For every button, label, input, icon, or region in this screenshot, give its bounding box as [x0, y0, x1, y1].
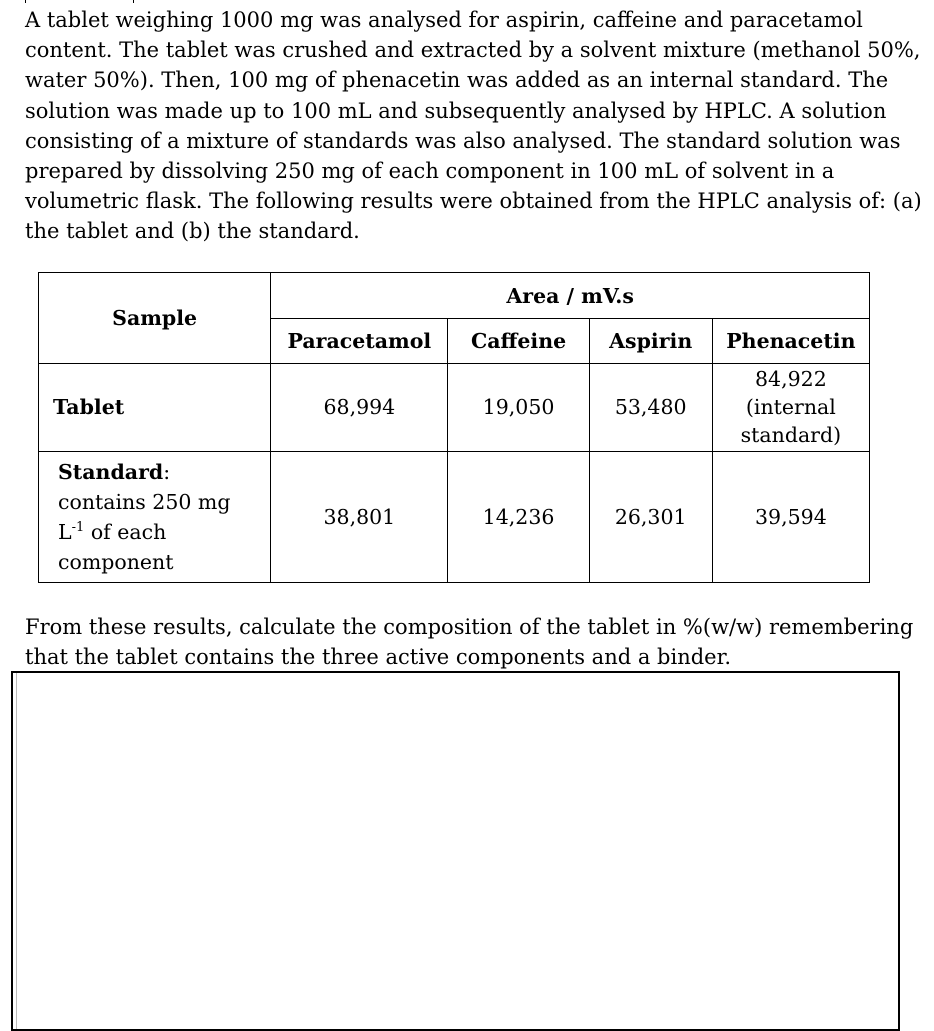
bracket-tick-left [25, 0, 26, 3]
phenacetin-note: standard) [740, 423, 842, 448]
area-header: Area / mV.s [271, 273, 870, 319]
intro-line: consisting of a mixture of standards was also analysed. The standard solution was [25, 128, 901, 153]
phenacetin-note: (internal [745, 395, 836, 420]
column-header-phenacetin: Phenacetin [712, 319, 869, 363]
intro-line: solution was made up to 100 mL and subsequently analysed by HPLC. A solution [25, 98, 887, 123]
cell-tablet-paracetamol: 68,994 [271, 363, 448, 451]
standard-title: Standard [58, 459, 164, 484]
table-row-standard [39, 451, 870, 582]
intro-line: content. The tablet was crushed and extracted by a solvent mixture (methanol 50%, [25, 38, 921, 63]
cell-standard-caffeine: 14,236 [448, 451, 589, 582]
standard-component: component [58, 549, 174, 574]
row-label-tablet: Tablet [39, 363, 271, 451]
intro-line: volumetric flask. The following results were obtained from the HPLC analysis of: (a) [25, 189, 922, 214]
intro-line: prepared by dissolving 250 mg of each component in 100 mL of solvent in a [25, 159, 835, 184]
cell-tablet-phenacetin [712, 363, 869, 451]
problem-statement [25, 5, 922, 247]
cell-standard-paracetamol: 38,801 [271, 451, 448, 582]
phenacetin-value: 84,922 [755, 367, 827, 392]
question-text [25, 612, 915, 672]
cell-tablet-aspirin: 53,480 [589, 363, 712, 451]
row-label-standard [39, 451, 271, 582]
intro-line: water 50%). Then, 100 mg of phenacetin was added as an internal standard. The [25, 68, 889, 93]
answer-box[interactable] [11, 671, 900, 1031]
column-header-aspirin: Aspirin [589, 319, 712, 363]
cell-standard-aspirin: 26,301 [589, 451, 712, 582]
standard-unit: L [58, 519, 72, 544]
table-header-row [39, 273, 870, 319]
column-header-caffeine: Caffeine [448, 319, 589, 363]
intro-line: the tablet and (b) the standard. [25, 219, 360, 244]
table-row-tablet [39, 363, 870, 451]
sample-column-header: Sample [39, 273, 271, 364]
bracket-tick-right [133, 0, 134, 3]
cell-standard-phenacetin: 39,594 [712, 451, 869, 582]
cell-tablet-caffeine: 19,050 [448, 363, 589, 451]
standard-concentration: contains 250 mg [58, 489, 231, 514]
question-line: that the tablet contains the three active components and a binder. [25, 645, 732, 670]
standard-each: of each [84, 519, 167, 544]
standard-unit-exponent: -1 [71, 520, 85, 536]
standard-colon: : [163, 459, 171, 484]
answer-box-inner-edge [16, 673, 17, 1029]
hplc-results-table [38, 272, 870, 583]
question-line: From these results, calculate the composition of the tablet in %(w/w) remembering [25, 615, 914, 639]
intro-line: A tablet weighing 1000 mg was analysed for aspirin, caffeine and paracetamol [25, 8, 863, 32]
top-bracket-fragment [25, 0, 135, 3]
column-header-paracetamol: Paracetamol [271, 319, 448, 363]
